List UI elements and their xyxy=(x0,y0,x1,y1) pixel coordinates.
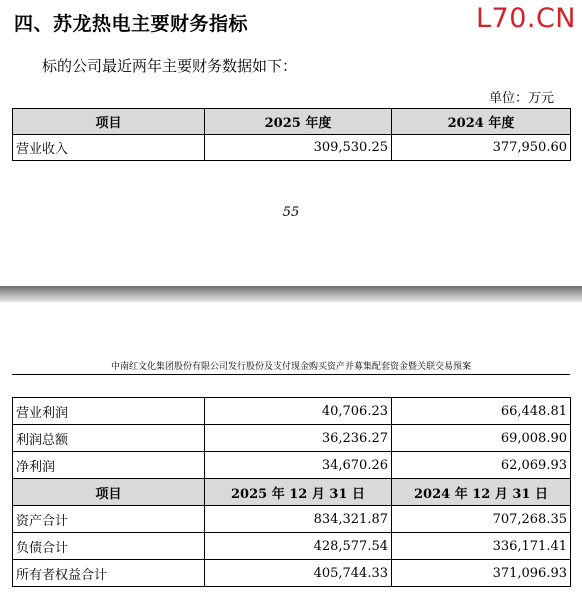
value-2025: 36,236.27 xyxy=(205,425,392,452)
section-heading: 四、苏龙热电主要财务指标 xyxy=(14,13,249,35)
value-2024: 336,171.41 xyxy=(392,533,571,560)
income-table-part2 xyxy=(12,397,571,587)
value-2025: 309,530.25 xyxy=(205,135,392,161)
row-label: 营业利润 xyxy=(13,398,205,425)
table-row xyxy=(13,425,571,452)
header-2025: 2025 年度 xyxy=(205,109,392,135)
header-item: 项目 xyxy=(13,479,205,506)
value-2025: 40,706.23 xyxy=(205,398,392,425)
table-row xyxy=(13,135,571,161)
running-header: 中南红文化集团股份有限公司发行股份及支付现金购买资产并募集配套资金暨关联交易预案 xyxy=(110,362,471,372)
income-table-part1 xyxy=(12,108,571,161)
value-2024: 371,096.93 xyxy=(392,560,571,587)
site-watermark: L70.CN xyxy=(475,3,576,34)
header-2024: 2024 年度 xyxy=(392,109,571,135)
row-label: 净利润 xyxy=(13,452,205,479)
value-2025: 834,321.87 xyxy=(205,506,392,533)
table-row xyxy=(13,533,571,560)
row-label: 所有者权益合计 xyxy=(13,560,205,587)
table-row xyxy=(13,506,571,533)
value-2024: 377,950.60 xyxy=(392,135,571,161)
header-rule xyxy=(12,374,570,375)
header-2025-12-31: 2025 年 12 月 31 日 xyxy=(205,479,392,506)
row-label: 负债合计 xyxy=(13,533,205,560)
table-row xyxy=(13,560,571,587)
value-2024: 62,069.93 xyxy=(392,452,571,479)
header-item: 项目 xyxy=(13,109,205,135)
value-2024: 707,268.35 xyxy=(392,506,571,533)
table-row xyxy=(13,398,571,425)
table-header-row xyxy=(13,109,571,135)
intro-text: 标的公司最近两年主要财务数据如下： xyxy=(42,57,298,75)
value-2024: 69,008.90 xyxy=(392,425,571,452)
row-label: 营业收入 xyxy=(13,135,205,161)
value-2025: 405,744.33 xyxy=(205,560,392,587)
page-number: 55 xyxy=(282,205,300,220)
page-break-separator xyxy=(0,286,582,302)
value-2025: 428,577.54 xyxy=(205,533,392,560)
value-2025: 34,670.26 xyxy=(205,452,392,479)
table-header-row xyxy=(13,479,571,506)
row-label: 利润总额 xyxy=(13,425,205,452)
unit-label: 单位：万元 xyxy=(488,91,554,106)
table-row xyxy=(13,452,571,479)
value-2024: 66,448.81 xyxy=(392,398,571,425)
row-label: 资产合计 xyxy=(13,506,205,533)
header-2024-12-31: 2024 年 12 月 31 日 xyxy=(392,479,571,506)
